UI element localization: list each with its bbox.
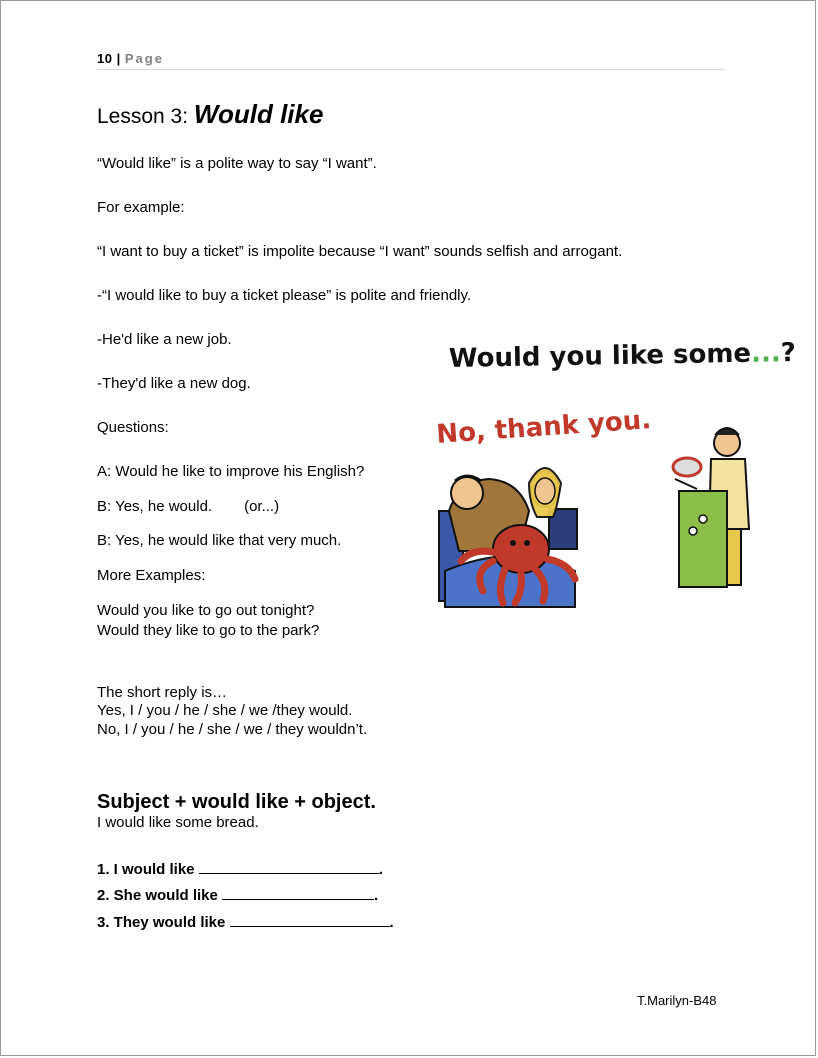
illustration-caption-reply: No, thank you. <box>435 405 653 450</box>
intro-text: “Would like” is a polite way to say “I want”. <box>97 155 377 172</box>
short-reply-label: The short reply is… <box>97 684 228 701</box>
exercise-3-end: . <box>389 914 394 931</box>
polite-example: -“I would like to buy a ticket please” is polite and friendly. <box>97 287 472 304</box>
exercise-2-end: . <box>374 887 379 904</box>
more-example-2: Would they like to go to the park? <box>97 622 320 639</box>
job-example: -He'd like a new job. <box>97 331 232 348</box>
would-you-like-illustration <box>431 331 797 611</box>
exercise-3 <box>97 912 394 931</box>
exercise-1 <box>97 859 383 878</box>
structure-heading: Subject + would like + object. <box>97 791 376 813</box>
question-a: A: Would he like to improve his English? <box>97 463 365 480</box>
page-number: 10 <box>97 51 113 66</box>
impolite-example: “I want to buy a ticket” is impolite because “I want” sounds selfish and arrogant. <box>97 243 623 260</box>
header-separator: | <box>116 51 121 66</box>
footer-author: T.Marilyn-B48 <box>637 993 717 1008</box>
page-header <box>97 51 725 70</box>
exercise-1-blank[interactable] <box>199 859 379 874</box>
exercise-2 <box>97 885 378 904</box>
more-example-1: Would you like to go out tonight? <box>97 602 315 619</box>
caption-top-dots: ... <box>750 338 781 369</box>
reply-no: No, I / you / he / she / we / they wouldn’t. <box>97 721 368 738</box>
questions-label: Questions: <box>97 419 169 436</box>
exercise-3-blank[interactable] <box>230 912 390 927</box>
lesson-title-emphasis: Would like <box>193 99 324 129</box>
svg-text:Would you like some...? <box>449 338 796 374</box>
reply-yes: Yes, I / you / he / she / we /they would. <box>97 702 353 719</box>
exercise-1-end: . <box>378 861 383 878</box>
structure-example: I would like some bread. <box>97 814 259 831</box>
waiter-figure <box>673 428 749 587</box>
caption-top-main: Would you like some <box>448 338 752 374</box>
answer-b1-text: B: Yes, he would. <box>97 498 213 515</box>
answer-b1-or: (or...) <box>244 498 280 515</box>
illustration-caption-top <box>449 338 796 374</box>
more-examples-label: More Examples: <box>97 567 206 584</box>
exercise-1-text: 1. I would like <box>97 861 195 878</box>
dog-example: -They'd like a new dog. <box>97 375 251 392</box>
page-word: Page <box>124 51 164 66</box>
exercise-2-blank[interactable] <box>222 885 374 900</box>
exercise-3-text: 3. They would like <box>97 914 226 931</box>
answer-b1 <box>97 498 279 515</box>
lesson-title-prefix: Lesson 3: <box>97 105 194 128</box>
lesson-title <box>97 99 323 130</box>
answer-b2: B: Yes, he would like that very much. <box>97 532 342 549</box>
for-example-label: For example: <box>97 199 185 216</box>
caption-top-question: ? <box>780 337 797 369</box>
exercise-2-text: 2. She would like <box>97 887 218 904</box>
